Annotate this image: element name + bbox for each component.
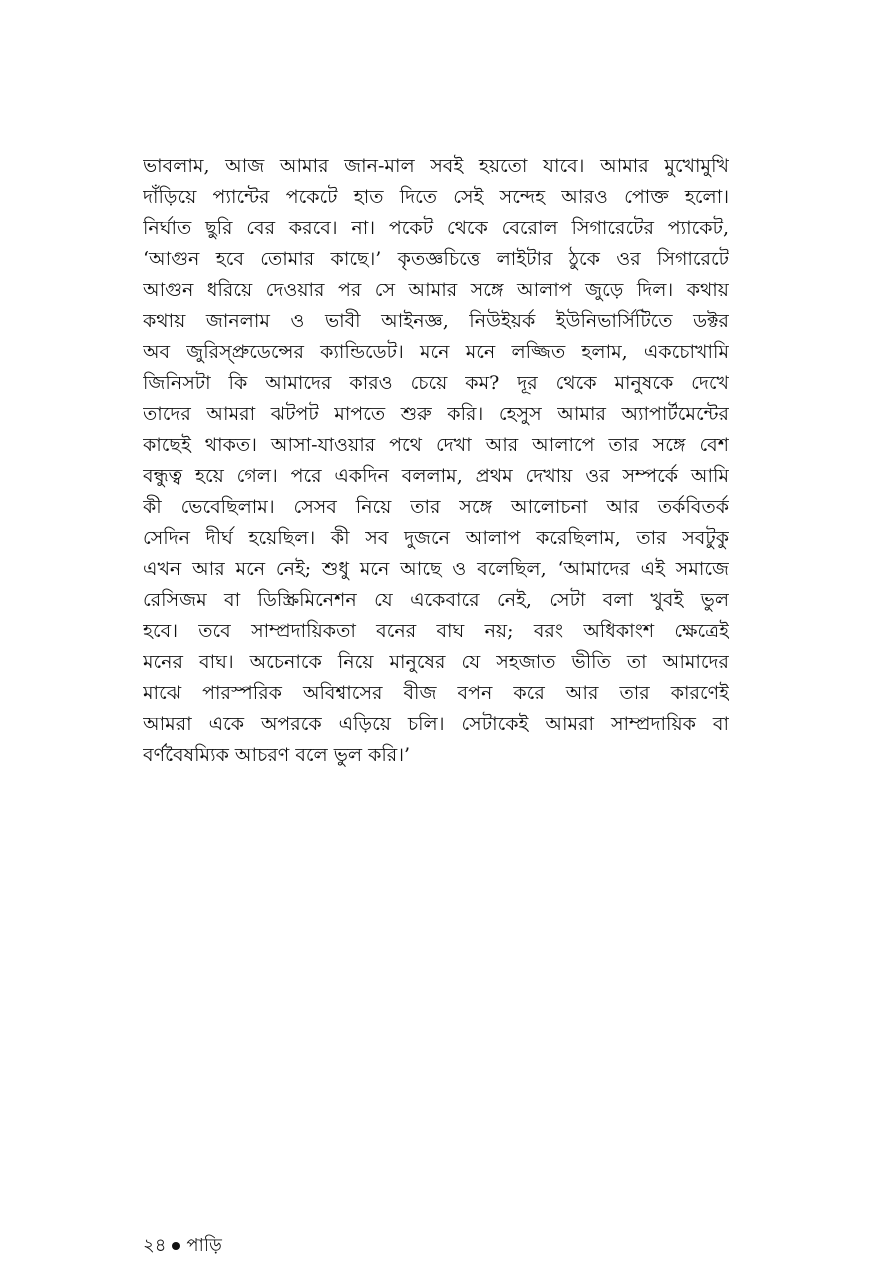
body-line: জিনিসটা কি আমাদের কারও চেয়ে কম? দূর থেকে মানুষকে দেখে xyxy=(143,372,729,394)
body-line: ভাবলাম, আজ আমার জান-মাল সবই হয়তো যাবে। আমার মুখোমুখি xyxy=(143,155,729,177)
page-footer xyxy=(143,1234,222,1258)
body-line: কাছেই থাকত। আসা-যাওয়ার পথে দেখা আর আলাপে তার সঙ্গে বেশ xyxy=(143,434,729,456)
body-line: বন্ধুত্ব হয়ে গেল। পরে একদিন বললাম, প্রথম দেখায় ওর সম্পর্কে আমি xyxy=(143,465,729,487)
body-line: বর্ণবৈষম্যিক আচরণ বলে ভুল করি।’ xyxy=(143,744,411,766)
body-line: এখন আর মনে নেই; শুধু মনে আছে ও বলেছিল, ‘আমাদের এই সমাজে xyxy=(143,558,729,580)
page-number: ২৪ xyxy=(143,1235,167,1256)
body-line: সেদিন দীর্ঘ হয়েছিল। কী সব দুজনে আলাপ করেছিলাম, তার সবটুকু xyxy=(143,527,729,549)
body-line: ‘আগুন হবে তোমার কাছে।’ কৃতজ্ঞচিত্তে লাইটার ঠুকে ওর সিগারেটে xyxy=(143,248,729,270)
body-line: নির্ঘাত ছুরি বের করবে। না। পকেট থেকে বেরোল সিগারেটের প্যাকেট, xyxy=(143,217,729,239)
body-line: দাঁড়িয়ে প্যান্টের পকেটে হাত দিতে সেই সন্দেহ আরও পোক্ত হলো। xyxy=(143,186,729,208)
bullet-separator xyxy=(172,1242,180,1250)
body-line: মনের বাঘ। অচেনাকে নিয়ে মানুষের যে সহজাত ভীতি তা আমাদের xyxy=(143,651,729,673)
body-line: রেসিজম বা ডিস্ক্রিমিনেশন যে একেবারে নেই, সেটা বলা খুবই ভুল xyxy=(143,589,729,611)
body-line: অব জুরিস্প্রুডেন্সের ক্যান্ডিডেট। মনে মনে লজ্জিত হলাম, একচোখামি xyxy=(143,341,729,363)
body-text xyxy=(143,151,729,771)
body-line: তাদের আমরা ঝটপট মাপতে শুরু করি। হেসুস আমার অ্যাপার্টমেন্টের xyxy=(143,403,729,425)
body-line: মাঝে পারস্পরিক অবিশ্বাসের বীজ বপন করে আর তার কারণেই xyxy=(143,682,729,704)
body-line: কী ভেবেছিলাম। সেসব নিয়ে তার সঙ্গে আলোচনা আর তর্কবিতর্ক xyxy=(143,496,729,518)
body-line: হবে। তবে সাম্প্রদায়িকতা বনের বাঘ নয়; বরং অধিকাংশ ক্ষেত্রেই xyxy=(143,620,729,642)
running-title: পাড়ি xyxy=(186,1235,222,1256)
body-line: কথায় জানলাম ও ভাবী আইনজ্ঞ, নিউইয়র্ক ইউনিভার্সিটিতে ডক্টর xyxy=(143,310,729,332)
body-line: আগুন ধরিয়ে দেওয়ার পর সে আমার সঙ্গে আলাপ জুড়ে দিল। কথায় xyxy=(143,279,729,301)
body-line: আমরা একে অপরকে এড়িয়ে চলি। সেটাকেই আমরা সাম্প্রদায়িক বা xyxy=(143,713,729,735)
